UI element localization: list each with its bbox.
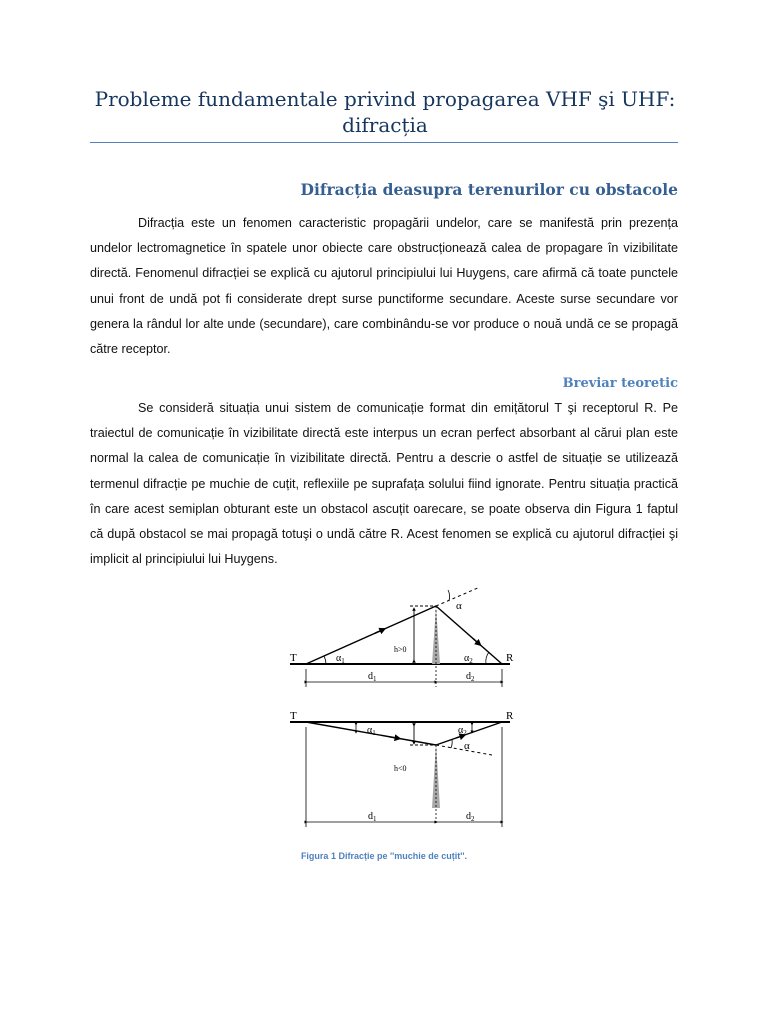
label-T: T: [290, 652, 297, 664]
label-d1: $d_1$: [368, 811, 377, 823]
ray-arrow-1: [390, 737, 398, 738]
angle-arc-alpha1: [324, 656, 326, 664]
label-alpha2: $\alpha_2$: [464, 653, 473, 665]
paragraph-theory: Se consideră situația unui sistem de comunicație format din emițătorul T şi receptorul R. Pe traiectul de comunicație în vizibilitate directă este interpus un ecran perfect absorbant al cărui plan este normal la calea de comunicație în vizibilitate directă. Pentru a descrie o astfel de situație se utilizează termenul difracție pe muchie de cuțit, reflexiile pe suprafața solului fiind ignorate. Pentru situația practică în care acest semiplan obturant este un obstacol ascuțit oarecare, se poate observa din Figura 1 faptul că după obstacol se mai propagă totuşi o undă către R. Acest fenomen se explică cu ajutorul difracției şi implicit al principiului lui Huygens.: [90, 401, 678, 567]
angle-arc-alpha: [451, 740, 452, 749]
label-h: h<0: [394, 764, 407, 773]
label-alpha1: $\alpha_1$: [336, 653, 345, 665]
section-heading: Difracția deasupra terenurilor cu obstacole: [300, 180, 678, 199]
label-alpha1: $\alpha_1$: [367, 725, 376, 737]
label-d2: $d_2$: [466, 671, 475, 683]
page-title: Probleme fundamentale privind propagarea VHF şi UHF: difracția: [94, 87, 676, 137]
label-d2: $d_2$: [466, 811, 475, 823]
angle-arc-alpha: [448, 590, 450, 601]
label-alpha: α: [456, 600, 462, 612]
label-R: R: [506, 710, 514, 722]
label-T: T: [290, 710, 297, 722]
ray-arrow-1: [375, 630, 383, 634]
label-alpha2: $\alpha_2$: [458, 725, 467, 737]
knife-edge-diffraction-figure: [280, 585, 520, 835]
diagram-positive-h: [290, 587, 514, 687]
title-underline: [90, 142, 678, 143]
ray-arrow-2: [473, 639, 479, 644]
subheading: Breviar teoretic: [562, 376, 678, 391]
label-R: R: [506, 652, 514, 664]
diagram-negative-h: [290, 710, 514, 827]
ray-transmitter: [306, 606, 436, 664]
label-h: h>0: [394, 645, 407, 654]
paragraph-intro: Difracția este un fenomen caracteristic propagării undelor, care se manifestă prin prezența undelor lectromagnetice în spatele unor obiecte care obstrucționează calea de propagare în vizibilitate directă. Fenomenul difracției se explică cu ajutorul principiului lui Huygens, care afirmă că toate punctele unui front de undă pot fi considerate drept surse punctiforme secundare. Aceste surse secundare vor genera la rândul lor alte unde (secundare), care combinându-se vor produce o nouă undă ce se propagă către receptor.: [90, 216, 678, 357]
figure-caption: Figura 1 Difracție pe ''muchie de cuțit''.: [300, 851, 468, 861]
label-d1: $d_1$: [368, 671, 377, 683]
angle-arc-alpha2: [486, 652, 489, 664]
label-alpha: α: [464, 740, 470, 752]
